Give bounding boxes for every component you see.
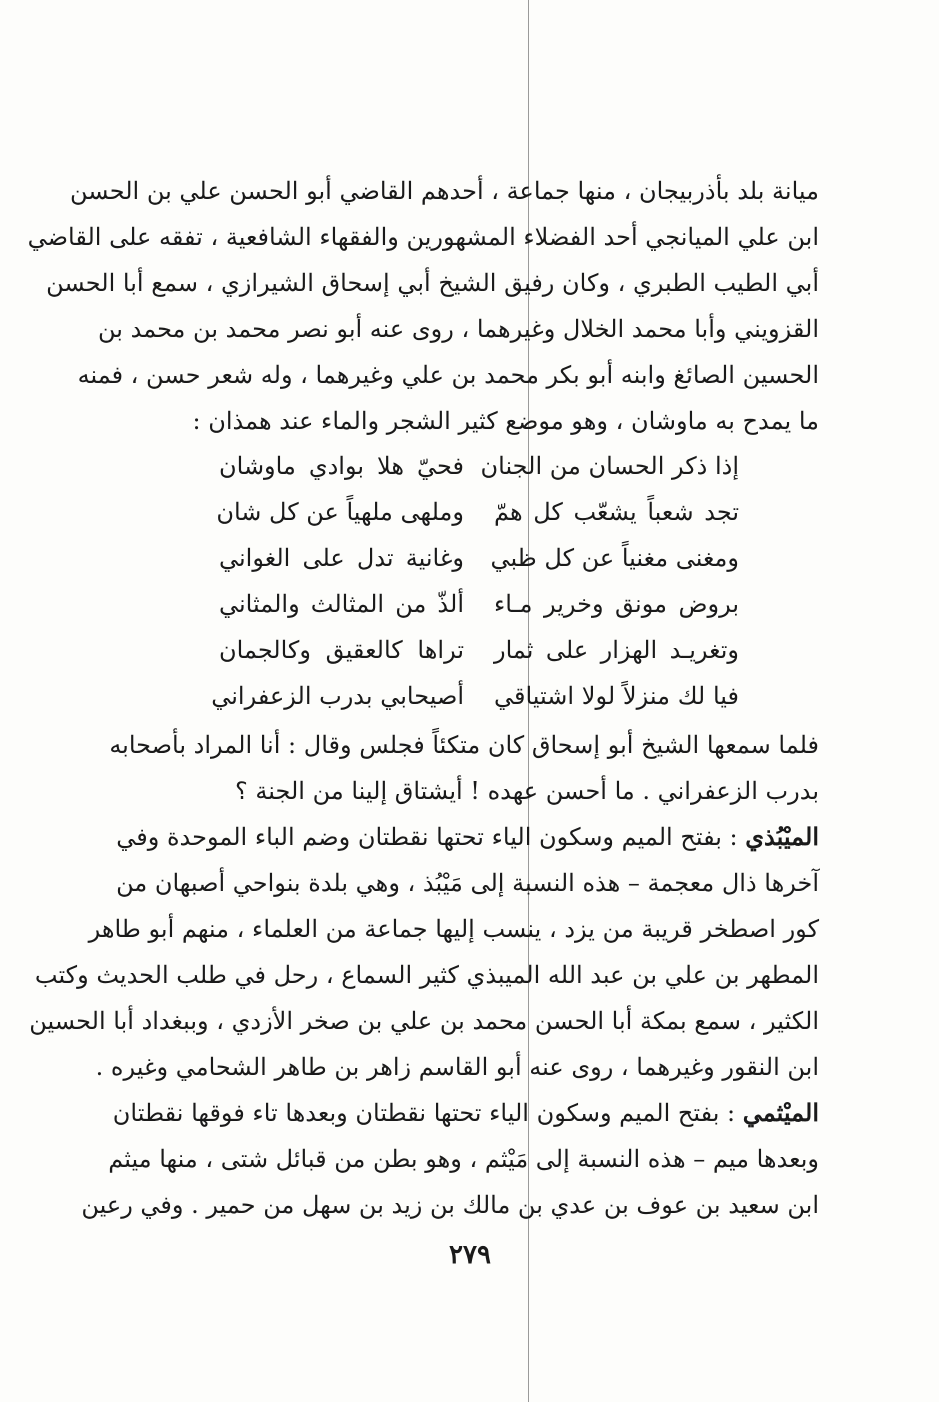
text-line: آخرها ذال معجمة – هذه النسبة إلى مَيْبُذ ، وهي بلدة بنواحي أصبهان من [116, 869, 819, 897]
text-line: الحسين الصائغ وابنه أبو بكر محمد بن علي وغيرهما ، وله شعر حسن ، فمنه [77, 361, 819, 389]
text-line: ما يمدح به ماوشان ، وهو موضع كثير الشجر والماء عند همذان : [192, 407, 819, 435]
verse-first-hemistich: تجد شعباً يشعّب كل همّ [494, 498, 739, 526]
verse-second-hemistich: وغانية تدل على الغواني [219, 544, 464, 572]
main-text-continued [29, 722, 819, 1228]
entry-heading: الميْثمي [742, 1098, 819, 1127]
verse-first-hemistich: بروض مونق وخرير مـاء [494, 590, 739, 618]
entry-heading: الميْبُذي [745, 822, 819, 851]
entry-maybudhi-first-line [116, 814, 819, 860]
page-number: ٢٧٩ [449, 1240, 491, 1270]
poem [211, 443, 739, 719]
verse-second-hemistich: ألذّ من المثالث والمثاني [219, 590, 464, 618]
text-line: بدرب الزعفراني . ما أحسن عهده ! أيشتاق إلينا من الجنة ؟ [235, 777, 819, 805]
verse-first-hemistich: ومغنى مغنياً عن كل ظبي [490, 544, 739, 572]
text-line: ابن سعيد بن عوف بن عدي بن مالك بن زيد بن سهل من حمير . وفي رعين [81, 1191, 819, 1219]
text-fragment: : بفتح الميم وسكون الياء تحتها نقطتان وضم الباء الموحدة وفي [116, 823, 738, 851]
poem-verse [216, 489, 739, 535]
text-line: فلما سمعها الشيخ أبو إسحاق كان متكئاً فجلس وقال : أنا المراد بأصحابه [109, 731, 819, 759]
text-line: ابن النقور وغيرهما ، روى عنه أبو القاسم زاهر بن طاهر الشحامي وغيره . [95, 1053, 819, 1081]
text-line: الكثير ، سمع بمكة أبا الحسن محمد بن علي بن صخر الأزدي ، وببغداد أبا الحسين [29, 1007, 819, 1035]
verse-second-hemistich: فحيّ هلا بوادي ماوشان [219, 452, 464, 480]
verse-first-hemistich: إذا ذكر الحسان من الجنان [480, 452, 739, 480]
text-line: أبي الطيب الطبري ، وكان رفيق الشيخ أبي إسحاق الشيرازي ، سمع أبا الحسن [46, 269, 819, 297]
entry-maythami-first-line [112, 1090, 819, 1136]
text-line: ابن علي الميانجي أحد الفضلاء المشهورين والفقهاء الشافعية ، تفقه على القاضي [27, 223, 819, 251]
text-line: المطهر بن علي بن عبد الله الميبذي كثير السماع ، رحل في طلب الحديث وكتب [34, 961, 819, 989]
verse-second-hemistich: تراها كالعقيق وكالجمان [219, 636, 464, 664]
verse-first-hemistich: وتغريـد الهزار على ثمار [494, 636, 739, 664]
poem-verse [211, 673, 739, 719]
text-line: ميانة بلد بأذربيجان ، منها جماعة ، أحدهم القاضي أبو الحسن علي بن الحسن [70, 177, 819, 205]
poem-verse [219, 443, 739, 489]
text-fragment: : بفتح الميم وسكون الياء تحتها نقطتان وبعدها تاء فوقها نقطتان [112, 1099, 736, 1127]
poem-verse [219, 535, 739, 581]
text-line: القزويني وأبا محمد الخلال وغيرهما ، روى عنه أبو نصر محمد بن محمد بن [98, 315, 819, 343]
verse-second-hemistich: وملهى ملهياً عن كل شان [216, 498, 464, 526]
text-line: وبعدها ميم – هذه النسبة إلى مَيْثم ، وهو بطن من قبائل شتى ، منها ميثم [108, 1145, 819, 1173]
text-line: كور اصطخر قريبة من يزد ، ينسب إليها جماعة من العلماء ، منهم أبو طاهر [88, 915, 819, 943]
verse-second-hemistich: أصيحابي بدرب الزعفراني [211, 682, 464, 710]
poem-verse [219, 627, 739, 673]
poem-verse [219, 581, 739, 627]
verse-first-hemistich: فيا لك منزلاً لولا اشتياقي [494, 682, 739, 710]
paragraph-mayanaji [27, 168, 819, 444]
